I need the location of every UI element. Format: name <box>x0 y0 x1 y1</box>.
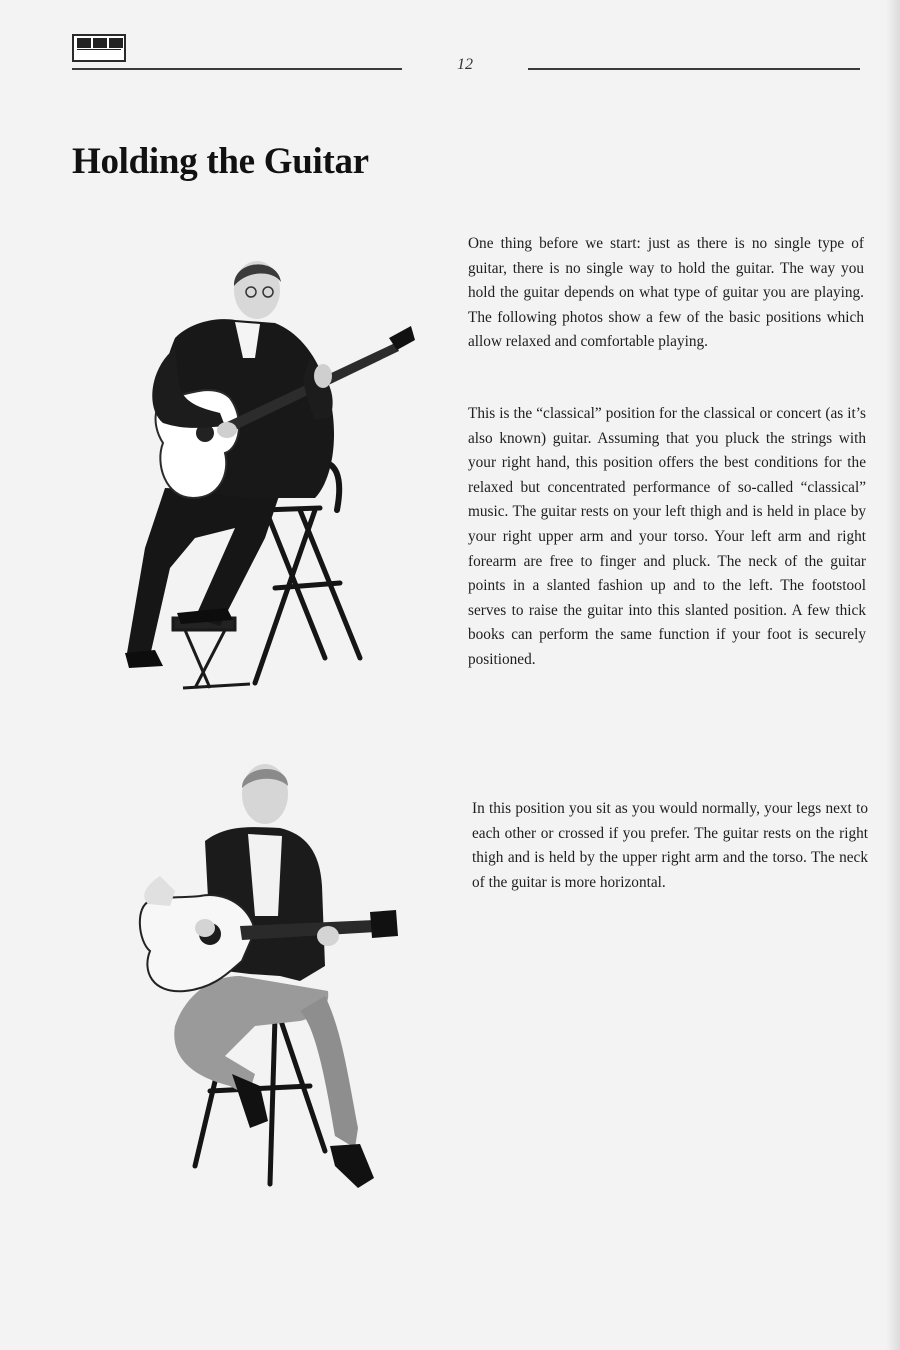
normal-position-photo <box>130 756 400 1208</box>
page-number: 12 <box>457 56 473 73</box>
publisher-logo <box>72 34 126 62</box>
header-rule-right <box>528 68 860 70</box>
classical-position-paragraph: This is the “classical” position for the classical or concert (as it’s also known) guitar. Assuming that you pluck the strings with your right hand, this position offers the best conditions for the relaxed but concentrated performance of so-called “classical” music. The guitar rests on your left thigh and is held in place by your right upper arm and your torso. Your left arm and right forearm are free to finger and pluck. The neck of the guitar points in a slanted fashion up and to the left. The footstool serves to raise the guitar into this slanted position. A few thick books can perform the same function if your foot is securely positioned. <box>468 405 866 668</box>
header-rule-left <box>72 68 402 70</box>
page-edge-shadow <box>886 0 900 1350</box>
normal-position-paragraph: In this position you sit as you would normally, your legs next to each other or crossed if you prefer. The guitar rests on the right thigh and is held by the upper right arm and the torso. The neck of the guitar is more horizontal. <box>472 800 868 891</box>
intro-paragraph: One thing before we start: just as there is no single type of guitar, there is no single way to hold the guitar. The way you hold the guitar depends on what type of guitar you are playing. The following photos show a few of the basic positions which allow relaxed and comfortable playing. <box>468 235 864 351</box>
page-title: Holding the Guitar <box>72 141 369 182</box>
classical-position-photo <box>115 248 415 703</box>
